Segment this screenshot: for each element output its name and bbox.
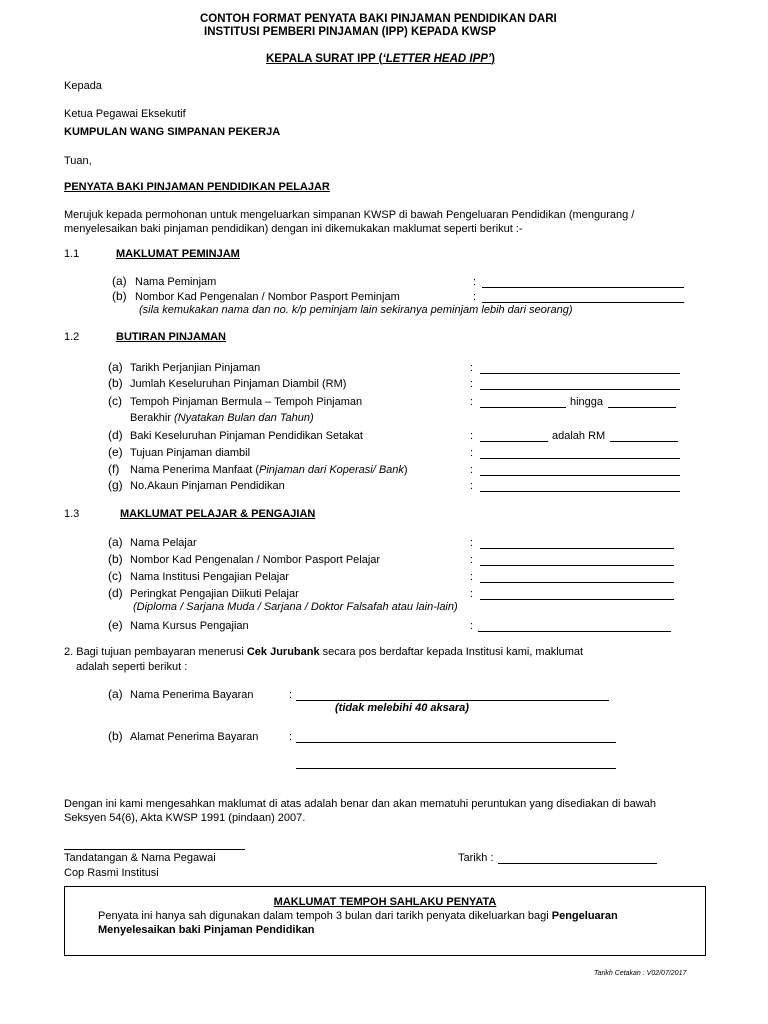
field-letter: (e) [108, 618, 123, 632]
field-colon: : [289, 731, 293, 743]
field-label-tarikh-perjanjian: Tarikh Perjanjian Pinjaman [130, 362, 261, 374]
print-date: Tarikh Cetakan : V02/07/2017 [594, 970, 687, 977]
subject-heading: PENYATA BAKI PINJAMAN PENDIDIKAN PELAJAR [64, 181, 330, 193]
signature-line[interactable] [64, 849, 245, 850]
intro-line-1: Merujuk kepada permohonan untuk mengeluarkan simpanan KWSP di bawah Pengeluaran Pendidikan (mengurang / [64, 209, 635, 221]
salutation: Tuan, [64, 155, 92, 167]
input-line-peringkat-pengajian[interactable] [480, 599, 674, 600]
field-label-tempoh-berakhir: Berakhir (Nyatakan Bulan dan Tahun) [130, 412, 314, 424]
field-letter: (b) [108, 376, 123, 390]
field-colon: : [470, 396, 474, 408]
title-line-2: INSTITUSI PEMBERI PINJAMAN (IPP) KEPADA KWSP [204, 26, 496, 38]
input-line-kp-peminjam[interactable] [482, 302, 684, 303]
nama-penerima-note: (tidak melebihi 40 aksara) [335, 702, 469, 714]
field-colon: : [470, 588, 474, 600]
field-colon: : [470, 378, 474, 390]
field-colon: : [470, 554, 474, 566]
hingga-label: hingga [570, 396, 604, 408]
declaration-line-1: Dengan ini kami mengesahkan maklumat di atas adalah benar dan akan mematuhi peruntukan yang disediakan di bawah [64, 798, 656, 810]
input-line-nama-peminjam[interactable] [482, 287, 684, 288]
section-1-1-title: MAKLUMAT PEMINJAM [116, 248, 240, 260]
field-colon: : [473, 276, 477, 288]
input-line-nama-pelajar[interactable] [480, 548, 674, 549]
field-letter: (d) [108, 428, 123, 442]
input-line-kursus-pengajian[interactable] [478, 631, 671, 632]
field-letter: (b) [112, 289, 127, 303]
validity-text-line-1: Penyata ini hanya sah digunakan dalam tempoh 3 bulan dari tarikh penyata dikeluarkan bagi Pengeluaran [98, 910, 618, 922]
field-letter: (a) [108, 687, 123, 701]
section-1-1-number: 1.1 [64, 248, 80, 260]
input-line-baki-tarikh[interactable] [480, 441, 548, 442]
field-label-peringkat-pengajian: Peringkat Pengajian Diikuti Pelajar [130, 588, 299, 600]
field-colon: : [470, 464, 474, 476]
field-letter: (c) [108, 569, 122, 583]
field-colon: : [470, 571, 474, 583]
addressee-organization: KUMPULAN WANG SIMPANAN PEKERJA [64, 126, 281, 138]
field-label-tujuan-pinjaman: Tujuan Pinjaman diambil [130, 447, 251, 459]
input-line-tarikh[interactable] [498, 863, 657, 864]
field-label-institusi-pengajian: Nama Institusi Pengajian Pelajar [130, 571, 289, 583]
field-label-jumlah-pinjaman: Jumlah Keseluruhan Pinjaman Diambil (RM) [130, 378, 347, 390]
field-letter: (d) [108, 586, 123, 600]
input-line-kp-pelajar[interactable] [480, 565, 674, 566]
field-colon: : [470, 537, 474, 549]
input-line-tarikh-perjanjian[interactable] [480, 373, 680, 374]
field-colon: : [473, 291, 477, 303]
field-label-kursus-pengajian: Nama Kursus Pengajian [130, 620, 249, 632]
field-colon: : [470, 447, 474, 459]
field-letter: (g) [108, 478, 123, 492]
field-label-alamat-penerima: Alamat Penerima Bayaran [130, 731, 259, 743]
input-line-nama-penerima[interactable] [296, 700, 609, 701]
input-line-no-akaun[interactable] [480, 491, 680, 492]
input-line-penerima-manfaat[interactable] [480, 475, 680, 476]
section-1-2-title: BUTIRAN PINJAMAN [116, 331, 226, 343]
input-line-baki-rm[interactable] [610, 441, 678, 442]
section-2-line-1: 2. Bagi tujuan pembayaran menerusi Cek Jurubank secara pos berdaftar kepada Institusi kami, maklumat [64, 646, 584, 658]
field-label-penerima-manfaat: Nama Penerima Manfaat (Pinjaman dari Koperasi/ Bank) [130, 464, 408, 476]
section-2-line-2: adalah seperti berikut : [76, 661, 188, 673]
field-colon: : [470, 480, 474, 492]
input-line-tujuan-pinjaman[interactable] [480, 458, 680, 459]
field-colon: : [289, 689, 293, 701]
field-letter: (a) [112, 274, 127, 288]
field-letter: (a) [108, 360, 123, 374]
field-label-no-akaun: No.Akaun Pinjaman Pendidikan [130, 480, 285, 492]
section-1-1-note: (sila kemukakan nama dan no. k/p peminjam lain sekiranya peminjam lebih dari seorang) [139, 304, 573, 316]
field-label-tempoh-pinjaman: Tempoh Pinjaman Bermula – Tempoh Pinjaman [130, 396, 363, 408]
title-line-1: CONTOH FORMAT PENYATA BAKI PINJAMAN PENDIDIKAN DARI [200, 13, 557, 25]
date-label: Tarikh : [458, 852, 494, 864]
input-line-alamat-penerima-1[interactable] [296, 742, 616, 743]
peringkat-note: (Diploma / Sarjana Muda / Sarjana / Doktor Falsafah atau lain-lain) [133, 601, 458, 613]
intro-line-2: menyelesaikan baki pinjaman pendidikan) dengan ini dikemukakan maklumat seperti berikut :- [64, 223, 523, 235]
input-line-jumlah-pinjaman[interactable] [480, 389, 680, 390]
section-1-3-number: 1.3 [64, 508, 80, 520]
field-letter: (a) [108, 535, 123, 549]
adalah-rm-label: adalah RM [552, 430, 606, 442]
signature-label: Tandatangan & Nama Pegawai [64, 852, 216, 864]
section-1-3-title: MAKLUMAT PELAJAR & PENGAJIAN [120, 508, 316, 520]
field-letter: (c) [108, 394, 122, 408]
official-stamp-label: Cop Rasmi Institusi [64, 867, 159, 879]
field-letter: (f) [108, 462, 120, 476]
letterhead-label: KEPALA SURAT IPP (‘LETTER HEAD IPP’) [266, 53, 495, 65]
validity-title: MAKLUMAT TEMPOH SAHLAKU PENYATA [273, 896, 497, 908]
field-colon: : [470, 430, 474, 442]
field-label-kp-pelajar: Nombor Kad Pengenalan / Nombor Pasport Pelajar [130, 554, 381, 566]
field-colon: : [470, 362, 474, 374]
input-line-institusi-pengajian[interactable] [480, 582, 674, 583]
field-letter: (b) [108, 729, 123, 743]
input-line-tempoh-mula[interactable] [480, 407, 566, 408]
field-label-kp-peminjam: Nombor Kad Pengenalan / Nombor Pasport Peminjam [135, 291, 400, 303]
section-1-2-number: 1.2 [64, 331, 80, 343]
declaration-line-2: Seksyen 54(6), Akta KWSP 1991 (pindaan) 2007. [64, 812, 306, 824]
addressee-kepada: Kepada [64, 80, 102, 92]
field-letter: (e) [108, 445, 123, 459]
field-label-nama-pelajar: Nama Pelajar [130, 537, 197, 549]
field-label-nama-penerima: Nama Penerima Bayaran [130, 689, 254, 701]
input-line-tempoh-akhir[interactable] [608, 407, 676, 408]
field-colon: : [470, 620, 474, 632]
field-label-baki-pinjaman: Baki Keseluruhan Pinjaman Pendidikan Setakat [130, 430, 363, 442]
field-label-nama-peminjam: Nama Peminjam [135, 276, 217, 288]
addressee-position: Ketua Pegawai Eksekutif [64, 108, 186, 120]
validity-text-line-2: Menyelesaikan baki Pinjaman Pendidikan [98, 924, 315, 936]
input-line-alamat-penerima-2[interactable] [296, 768, 616, 769]
field-letter: (b) [108, 552, 123, 566]
